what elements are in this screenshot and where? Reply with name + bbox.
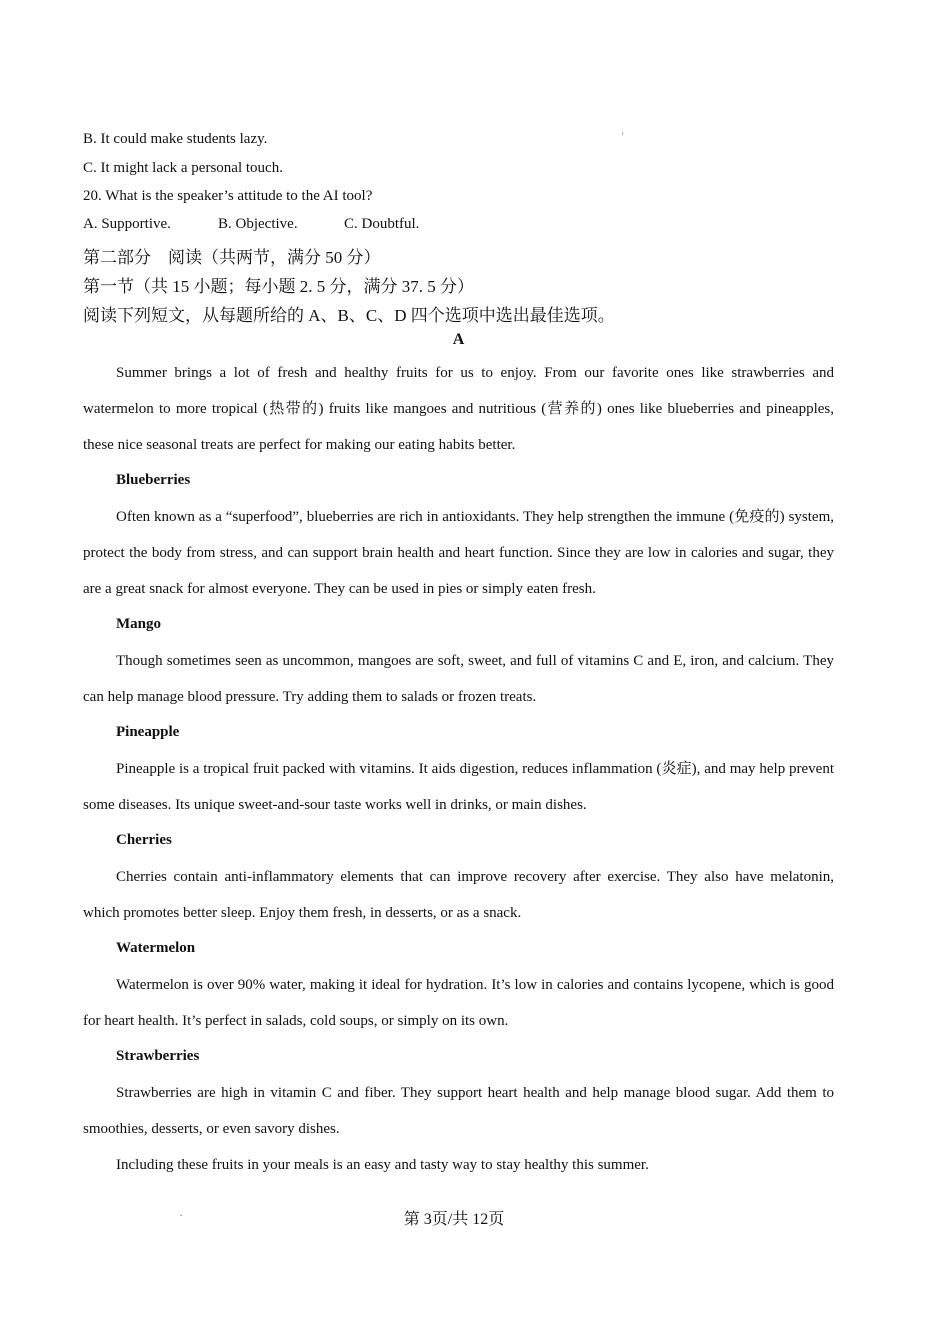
- paragraph-blueberries: Often known as a “superfood”, blueberries are rich in antioxidants. They help strengthen the immune (免疫的) system, protect the body from stress, and can support brain health and heart function. Since they are low in calories and sugar, they are a great snack for almost everyone. They can be used in pies or simply eaten fresh.: [83, 509, 834, 597]
- stray-mark: ': [622, 131, 624, 141]
- question-20: 20. What is the speaker’s attitude to the AI tool?: [83, 188, 373, 204]
- passage-letter: A: [452, 331, 465, 348]
- q19-option-b: B. It could make students lazy.: [83, 131, 268, 147]
- q19-option-c: C. It might lack a personal touch.: [83, 160, 283, 176]
- heading-watermelon: Watermelon: [116, 940, 196, 956]
- paragraph-pineapple: Pineapple is a tropical fruit packed with vitamins. It aids digestion, reduces inflammation (炎症), and may help prevent some diseases. Its unique sweet-and-sour taste works well in drinks, or main dishes.: [83, 761, 834, 813]
- intro-paragraph: Summer brings a lot of fresh and healthy fruits for us to enjoy. From our favorite ones like strawberries and watermelon to more tropical (热带的) fruits like mangoes and nutritious (营养的) ones like blueberries and pineapples, these nice seasonal treats are perfect for making our eating habits better.: [83, 365, 834, 453]
- heading-blueberries: Blueberries: [116, 472, 191, 488]
- page-number: 第 3页/共 12页: [403, 1211, 505, 1228]
- part-title: 第二部分 阅读（共两节，满分 50 分）: [83, 248, 381, 267]
- heading-pineapple: Pineapple: [116, 724, 180, 740]
- paragraph-cherries: Cherries contain anti-inflammatory elements that can improve recovery after exercise. They also have melatonin, which promotes better sleep. Enjoy them fresh, in desserts, or as a snack.: [83, 869, 834, 921]
- paragraph-strawberries: Strawberries are high in vitamin C and fiber. They support heart health and help manage blood sugar. Add them to smoothies, desserts, or even savory dishes.: [83, 1085, 834, 1137]
- question-20-options: [83, 216, 419, 233]
- q20-option-b: B. Objective.: [218, 216, 298, 232]
- q20-option-a: A. Supportive.: [83, 216, 171, 232]
- heading-strawberries: Strawberries: [116, 1048, 200, 1064]
- stray-mark: .: [180, 1208, 183, 1218]
- paragraph-watermelon: Watermelon is over 90% water, making it ideal for hydration. It’s low in calories and contains lycopene, which is good for heart health. It’s perfect in salads, cold soups, or simply on its own.: [83, 977, 834, 1029]
- conclusion-paragraph: Including these fruits in your meals is an easy and tasty way to stay healthy this summer.: [116, 1157, 649, 1173]
- q20-option-c: C. Doubtful.: [344, 216, 420, 232]
- section-title: 第一节（共 15 小题；每小题 2. 5 分，满分 37. 5 分）: [83, 277, 474, 296]
- instructions: 阅读下列短文，从每题所给的 A、B、C、D 四个选项中选出最佳选项。: [83, 306, 615, 325]
- heading-cherries: Cherries: [116, 832, 172, 848]
- heading-mango: Mango: [116, 616, 161, 632]
- paragraph-mango: Though sometimes seen as uncommon, mangoes are soft, sweet, and full of vitamins C and E, iron, and calcium. They can help manage blood pressure. Try adding them to salads or frozen treats.: [83, 653, 834, 705]
